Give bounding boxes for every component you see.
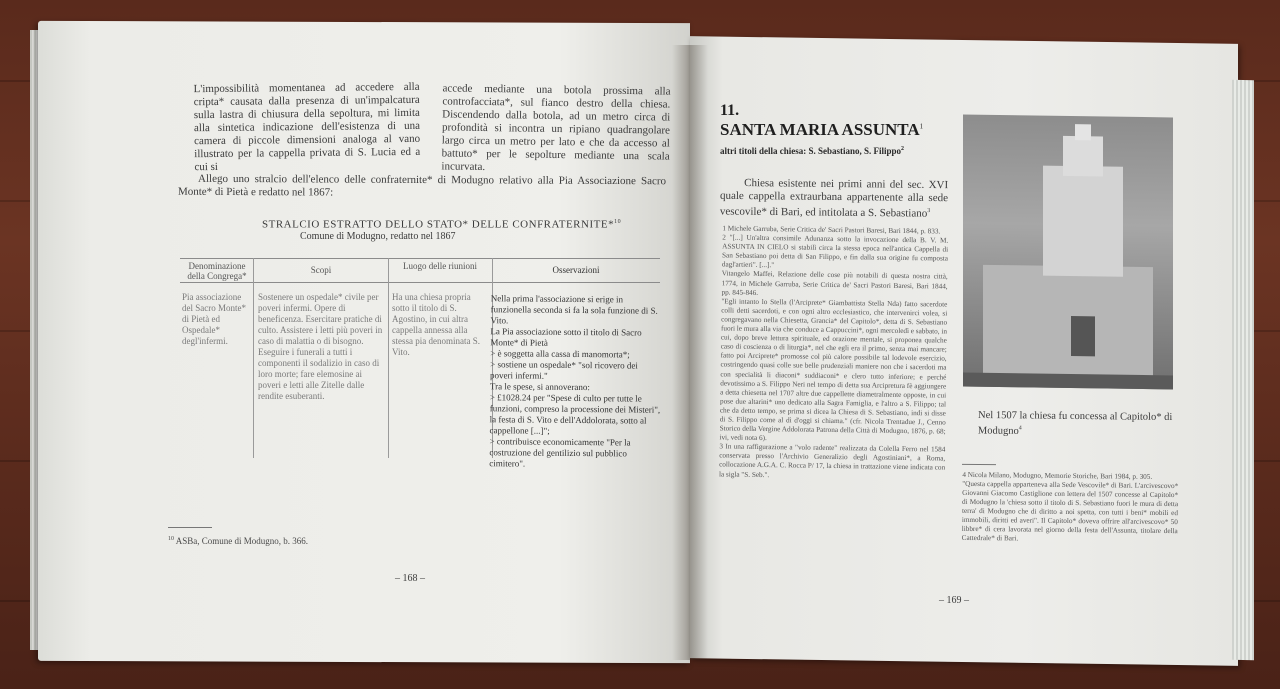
right-page-number: – 169 – <box>939 595 969 606</box>
cell-scopi: Sostenere un ospedale* civile per poveri infermi. Opere di beneficenza. Esercitare pratiche di culto. Assistere i letti più poveri in caso di malattia o di bisogno. Eseguire i funerali a tutti i componenti il sodalizio in caso di loro morte; fare elemosine ai poveri e letti alle Zitelle dalle rendite esuberanti. <box>258 292 383 401</box>
note-2c: "Egli intanto lo Stella (l'Arciprete* Giambattista Stella Nda) fatto sacerdote colli detti sacerdoti, e con ogni altro ecclesiastico, che intervenirci volea, si congregavano nella Chiesetta, Grancia* del Capitolo*, detta di S. Sebastiano fuori le mura alla via che conduce a Cappuccini*, ogni mercoledì e sabbato, in cui, dopo breve lettura spirituale, ed orazione mentale, si proponea qualche caso di coscienza o di liturgia*, nel che egli era il primo, senza mai mancare; fatto poi Arciprete* promosse col più calore possibile tal lodevole esercizio, costringendo quasi colle sue belle prudenziali maniere non che i sacerdoti ma con specialità li diaconi* suddiaconi* e clero tutto inferiore; e perché devotissimo a S. Filippo Neri nel tempo di detta sua Arcipretura fè aggiungere a detta chiesetta nel 1707 altre due cappellette diametralmente opposte, in cui pose due altarini* uno dedicato alla Sagra Famiglia, e l'altro a S. Filippo; tal che da detto tempo, se prima si dicea la Chiesa di S. Sebastiano, indi si disse di S. Filippo come al dì d'oggi si chiama." (cfr. Nicola Trentadue J., Cenno Storico della Vergine Addolorata Patrona della Città di Modugno, 1876, p. 68; ivi, vedi nota 6). <box>719 297 948 443</box>
intro-sup: 3 <box>927 207 931 215</box>
header-scopi: Scopi <box>310 265 332 275</box>
note-1: 1 Michele Garruba, Serie Critica de' Sacri Pastori Baresi, Bari 1844, p. 833. <box>722 224 941 236</box>
photo-caption <box>978 409 1178 440</box>
left-footnote <box>168 534 468 546</box>
section-subtitle-text: altri titoli della chiesa: S. Sebastiano, S. Filippo <box>720 146 902 156</box>
left-para2: Allego uno stralcio dell'elenco delle confraternite* di Modugno relativo alla Pia Associazione Sacro Monte* di Pietà e redatto nel 1867: <box>177 172 667 199</box>
left-footnote-num: 10 <box>168 536 174 542</box>
left-page-number: – 168 – <box>395 573 425 584</box>
section-title <box>720 120 923 140</box>
church-photo <box>963 115 1173 390</box>
oss-line-3: > sostiene un ospedale* "sol ricovero dei poveri infermi." <box>490 359 638 381</box>
oss-line-6: > contribuisce economicamente "Per la costruzione del gentilizio sul pubblico cimitero". <box>489 436 631 469</box>
cell-osservazioni <box>489 293 663 470</box>
right-notes <box>718 224 949 579</box>
section-title-sup: 1 <box>919 122 924 131</box>
oss-line-5: > £1028.24 per "Spese di culto per tutte le funzioni, compreso la processione dei Misteri", la festa di S. Vito e dell'Addolorata, sotto al cappellone [...]"; <box>489 392 661 436</box>
right-page-edges <box>1232 80 1254 660</box>
side-note-2: "Questa cappella apparteneva alla Sede Vescovile* di Bari. L'arcivescovo* Giovanni Giacomo Castiglione con lettera del 1507 concesse al Capitolo* di Modugno la 'chiesa sotto il titolo di S. Sebastiano fuori le mura di detta terra' di Modugno che di diritto a noi spetta, con tutti i beni* mobili ed immobili, diritti ed averi". Il Capitolo* doveva offrire all'arcivescovo* 50 libbre* di cera lavorata nel giorno della festa dell'Assunta, titolare della Cattedrale* di Bari. <box>961 479 1179 543</box>
left-para1-col1: L'impossibilità momentanea ad accedere alla cripta* causata dalla presenza di un'impalcatura sulla lastra di chiusura della sepoltura, mi limita alla sintetica indicazione dell'esistenza di una camera di piccole dimensioni analoga al vano illustrato per la cappella privata di S. Lucia ed a cui si <box>193 80 421 174</box>
oss-line-2: > è soggetta alla cassa di manomorta*; <box>490 348 630 360</box>
intro-text: Chiesa esistente nei primi anni del sec. XVI quale cappella extraurbana appartenente alla sede vescovile* di Bari, ed intitolata a S. Sebastiano <box>719 177 949 220</box>
left-para1-col2: accede mediante una botola prossima alla controfacciata*, sul fianco destro della chiesa. Discendendo dalla botola, ad un metro circa di profondità si incontra un ripiano quadrangolare largo circa un metro per lato e che da accesso al battuto* per le sepolture mediante una scala incurvata. <box>441 82 671 174</box>
table-title-text: STRALCIO ESTRATTO DELLO STATO* DELLE CONFRATERNITE* <box>262 218 615 231</box>
header-osservazioni: Osservazioni <box>552 265 600 275</box>
confraternite-table <box>180 258 660 478</box>
photo-caption-text: Nel 1507 la chiesa fu concessa al Capitolo* di Modugno <box>977 409 1173 437</box>
section-subtitle <box>720 143 950 158</box>
section-title-text: SANTA MARIA ASSUNTA <box>720 120 920 139</box>
photo-caption-sup: 4 <box>1018 425 1022 432</box>
note-2b: Vitangelo Maffei, Relazione delle cose più notabili di questa nostra città, 1774, in Michele Garruba, Serie Critica de' Sacri Pastori Baresi, Bari 1844, pp. 845-846. <box>721 269 948 297</box>
table-title-sup: 10 <box>614 219 622 225</box>
note-3: 3 In una raffigurazione a "volo radente" realizzata da Colella Ferro nel 1584 conservata presso l'Archivio Generalizio degli Agostiniani*, a Roma, collocazione A.G.A. C. Rocca P/ 17, la chiesa in trattazione viene indicata con la sigla "S. Seb.". <box>718 442 946 479</box>
header-luogo: Luogo delle riunioni <box>403 261 477 271</box>
header-denominazione: Denominazione della Congrega* <box>187 261 247 281</box>
section-number: 11. <box>720 102 740 119</box>
oss-line-0: Nella prima l'associazione si erige in funzionella seconda si fa la sola funzione di S. Vito. <box>490 293 658 326</box>
side-notes <box>962 471 1179 545</box>
oss-line-4: Tra le spese, si annoverano: <box>489 381 590 393</box>
table-subtitle: Comune di Modugno, redatto nel 1867 <box>300 231 456 242</box>
left-footnote-text: ASBa, Comune di Modugno, b. 366. <box>175 536 309 546</box>
book-gutter <box>672 45 708 660</box>
cell-luogo: Ha una chiesa propria sotto il titolo di S. Agostino, in cui altra cappella annessa alla stessa pia denominata S. Vito. <box>392 292 480 357</box>
cell-denominazione: Pia associazione del Sacro Monte* di Pietà ed Ospedale* degl'infermi. <box>182 292 246 346</box>
section-subtitle-sup: 2 <box>901 146 905 152</box>
intro-paragraph <box>720 177 948 221</box>
oss-line-1: La Pia associazione sotto il titolo di Sacro Monte* di Pietà <box>490 326 642 348</box>
side-note-1: 4 Nicola Milano, Modugno, Memorie Storiche, Bari 1984, p. 305. <box>962 470 1153 481</box>
note-2: 2 "[...] Un'altra consimile Adunanza sotto la invocazione della B. V. M. ASSUNTA IN CIELO si stabilì circa la stessa epoca nell'antica Cappella di San Sebastiano poi detta di San Filippo, e fin dalla sua origine fu composta dagl'artieri". [...]." <box>721 233 949 270</box>
